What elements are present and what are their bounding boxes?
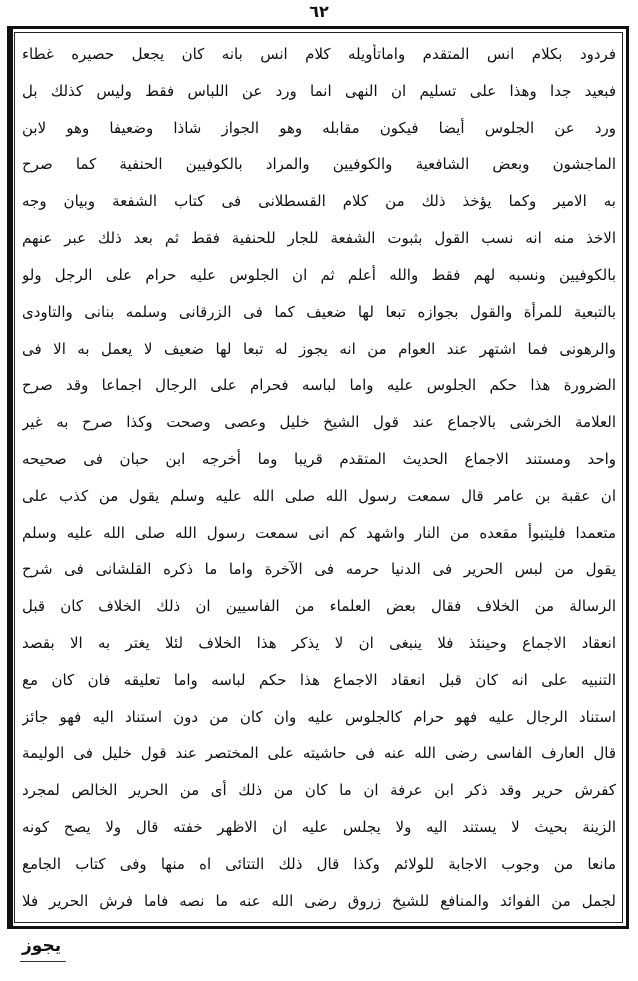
text-line: يقول من لبس الحرير فى الدنيا حرمه فى الآخرة واما ما ذكره القلشانى فى شرح	[22, 560, 616, 579]
text-line: قال العارف الفاسى رضى الله عنه فى حاشيته على المختصر عند قول خليل فى الوليمة	[22, 744, 616, 763]
text-line: به الامير وكما يؤخذ ذلك من كلام القسطلانى فى كتاب الشفعة وبيان وجه	[22, 192, 616, 211]
page-number: ٦٢	[309, 2, 329, 21]
text-line: كفرش حرير وقد ذكر ابن عرفة ان ما كان من ذلك أى من الحرير الخالص لمجرد	[22, 781, 616, 800]
text-line: الضرورة هذا حكم الجلوس عليه واما لباسه فحرام على الرجال اجماعا وقد صرح	[22, 376, 616, 395]
text-line: الرسالة من الخلاف فقال بعض العلماء من الفاسيين ان ذلك الخلاف كان قبل	[22, 597, 616, 616]
text-line: لجمل من الفوائد والمنافع للشيخ زروق رضى الله عنه ما نصه فاما فرش الحرير فلا	[22, 891, 616, 910]
text-line: واحد ومستند الاجماع الحديث المتقدم قريبا وما أخرجه ابن حبان فى صحيحه	[22, 449, 616, 468]
text-line: التنبيه على انه كان قبل انعقاد الاجماع هذا حكم لباسه واما تعليقه فان كان مع	[22, 670, 616, 689]
page-border-bar	[7, 26, 13, 929]
text-line: متعمدا فليتبوأ مقعده من النار واشهد كم انى سمعت رسول الله صلى الله عليه وسلم	[22, 523, 616, 542]
text-line: فبعيد جدا وهذا على تسليم ان النهى انما ورد عن اللباس فقط وليس كذلك بل	[22, 81, 616, 100]
text-line: بالتبعية للمرأة والقول بجوازه تبعا لها ضعيف كما فى الزرقانى وسلمه بنانى والتاودى	[22, 302, 616, 321]
text-line: انعقاد الاجماع وحينئذ فلا ينبغى ان لا يذكر هذا الخلاف لئلا يغتر به الا بقصد	[22, 634, 616, 652]
catchword-underline	[20, 961, 66, 962]
body-text	[22, 44, 616, 919]
text-line: ان عقبة بن عامر قال سمعت رسول الله صلى الله عليه وسلم يقول من كذب على	[22, 486, 616, 505]
text-line: مانعا من وجوب الاجابة للولائم وكذا قال ذلك التتائى اه منها وفى كتاب الجامع	[22, 854, 616, 873]
text-line: العلامة الخرشى بالاجماع عند قول الشيخ خليل وعصى وصحت وكذا صرح به غير	[22, 413, 616, 432]
text-line: الاخذ منه انه نسب القول بثبوت الشفعة للجار للحنفية فقط ثم بعد ذلك عبر عنهم	[22, 229, 616, 248]
catchword: يجوز	[22, 936, 62, 956]
text-line: بالكوفيين ونسبه لهم فقط والله أعلم ثم ان الجلوس عليه حرام على الرجل ولو	[22, 265, 616, 284]
text-line: الماجشون وبعض الشافعية والكوفيين والمراد بالكوفيين الحنفية كما صرح	[22, 155, 616, 174]
text-line: والرهونى فما اشتهر عند العوام من انه يجوز له تبعا لها ضعيف لا يعمل به الا فى	[22, 339, 616, 358]
text-line: ورد عن الجلوس أيضا فيكون مقابله وهو الجواز شاذا وضعيفا وهو لابن	[22, 118, 616, 137]
text-line: فردود بكلام انس المتقدم واماتأويله كلام انس بانه كان يجعل حصيره غطاء	[22, 45, 616, 63]
text-line: استناد الرجال عليه فهو حرام كالجلوس عليه وان كان من دون استناد اليه فهو جائز	[22, 707, 616, 726]
text-line: الزينة بحيث لا يستند اليه ولا يجلس عليه ان الاظهر خفته قال ولا يصح كونه	[22, 818, 616, 837]
